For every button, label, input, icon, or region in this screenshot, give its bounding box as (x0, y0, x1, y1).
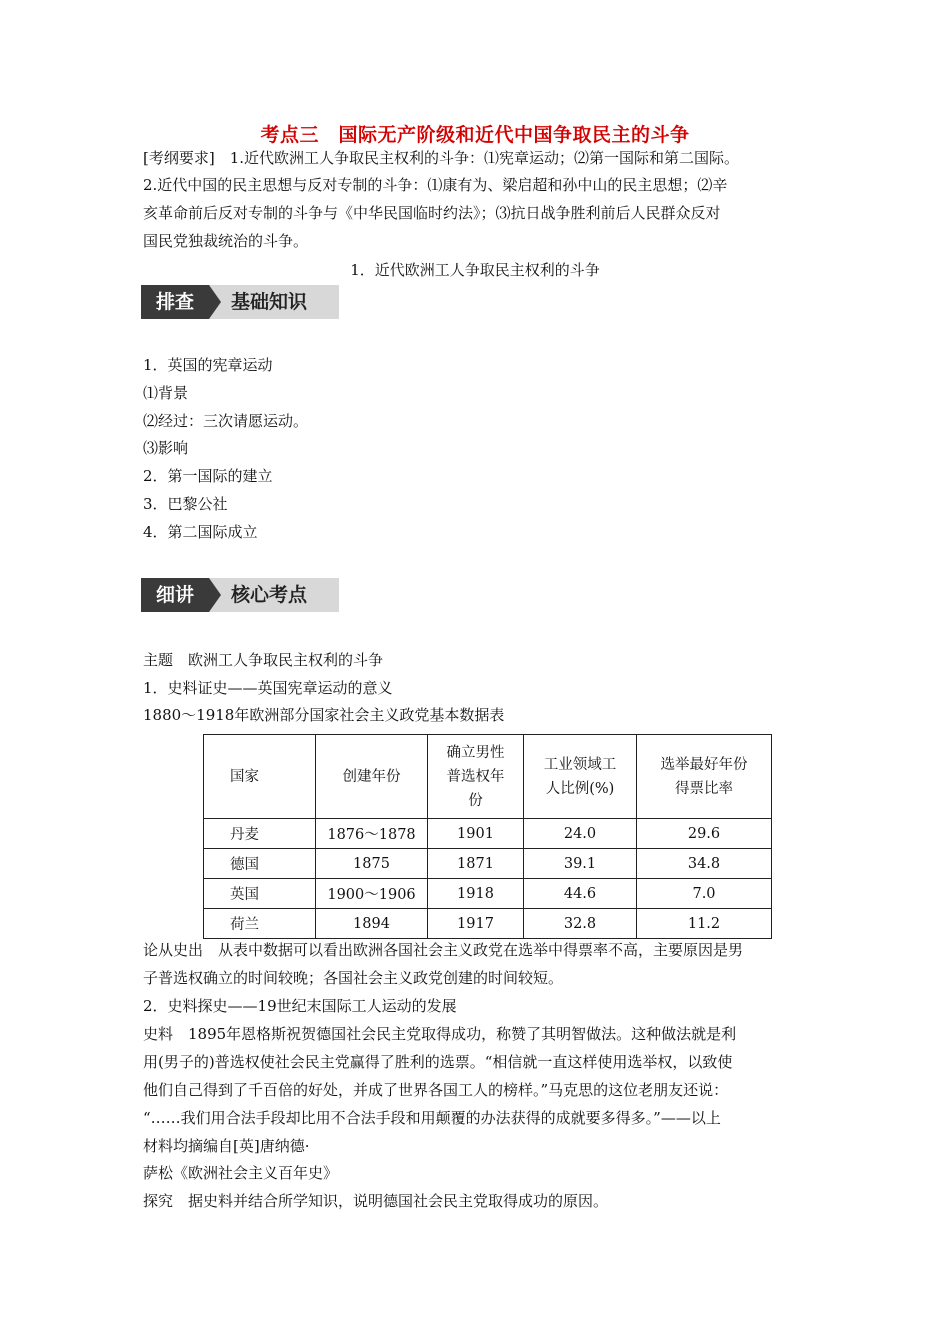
syllabus-line-1: [考纲要求] 1.近代欧洲工人争取民主权利的斗争：⑴宪章运动；⑵第一国际和第二国际。 (143, 149, 740, 167)
data-table (203, 734, 772, 939)
syllabus-line-4: 国民党独裁统治的斗争。 (143, 232, 309, 250)
table-row (204, 849, 772, 879)
table-cell: 1901 (428, 819, 524, 849)
table-cell: 1875 (316, 849, 428, 879)
list-item: 3．巴黎公社 (143, 495, 228, 513)
list-item: 1．英国的宪章运动 (143, 356, 273, 374)
table-cell: 1871 (428, 849, 524, 879)
conclusion-line-2: 子普选权确立的时间较晚；各国社会主义政党创建的时间较短。 (143, 969, 564, 987)
table-row (204, 879, 772, 909)
topic-line: 主题 欧洲工人争取民主权利的斗争 (143, 651, 384, 669)
source-line-6: 萨松《欧洲社会主义百年史》 (143, 1164, 339, 1182)
syllabus-line-3: 亥革命前后反对专制的斗争与《中华民国临时约法》；⑶抗日战争胜利前后人民群众反对 (143, 204, 721, 222)
conclusion-line-1: 论从史出 从表中数据可以看出欧洲各国社会主义政党在选举中得票率不高，主要原因是男 (143, 941, 744, 959)
arrow-right-icon (209, 578, 221, 612)
inquiry-line: 探究 据史料并结合所学知识，说明德国社会民主党取得成功的原因。 (143, 1192, 609, 1210)
list-item: ⑴背景 (143, 384, 189, 402)
list-item: ⑵经过：三次请愿运动。 (143, 412, 309, 430)
list-item: ⑶影响 (143, 439, 189, 457)
table-cell: 11.2 (637, 909, 772, 939)
table-header-cell: 选举最好年份 得票比率 (637, 735, 772, 819)
table-row (204, 819, 772, 849)
source-line-3: 他们自己得到了千百倍的好处，并成了世界各国工人的榜样。”马克思的这位老朋友还说： (143, 1081, 729, 1099)
banner-tag: 排查 (141, 285, 209, 319)
table-header-row (204, 735, 772, 819)
table-cell: 44.6 (524, 879, 637, 909)
syllabus-line-2: 2.近代中国的民主思想与反对专制的斗争：⑴康有为、梁启超和孙中山的民主思想；⑵辛 (143, 176, 728, 194)
table-header-cell: 确立男性 普选权年 份 (428, 735, 524, 819)
table-cell: 德国 (204, 849, 316, 879)
table-cell: 32.8 (524, 909, 637, 939)
table-cell: 荷兰 (204, 909, 316, 939)
table-row (204, 909, 772, 939)
source-line-1: 史料 1895年恩格斯祝贺德国社会民主党取得成功，称赞了其明智做法。这种做法就是利 (143, 1025, 737, 1043)
list-item: 2．第一国际的建立 (143, 467, 273, 485)
table-header-cell: 工业领域工 人比例(%) (524, 735, 637, 819)
source-line-2: 用(男子的)普选权使社会民主党赢得了胜利的选票。“相信就一直这样使用选举权，以致使 (143, 1053, 733, 1071)
page-title: 考点三 国际无产阶级和近代中国争取民主的斗争 (260, 124, 690, 146)
table-cell: 24.0 (524, 819, 637, 849)
banner-tag: 细讲 (141, 578, 209, 612)
table-cell: 39.1 (524, 849, 637, 879)
banner-label: 核心考点 (231, 584, 308, 606)
arrow-right-icon (209, 285, 221, 319)
section-heading: 1．近代欧洲工人争取民主权利的斗争 (350, 261, 600, 279)
banner-core-points (141, 578, 339, 612)
table-cell: 丹麦 (204, 819, 316, 849)
table-cell: 1917 (428, 909, 524, 939)
source-line-4: “……我们用合法手段却比用不合法手段和用颠覆的办法获得的成就要多得多。”——以上 (143, 1109, 721, 1127)
banner-label: 基础知识 (231, 291, 308, 313)
source-line-5: 材料均摘编自[英]唐纳德· (143, 1137, 310, 1155)
banner-basic-knowledge (141, 285, 339, 319)
table-cell: 1894 (316, 909, 428, 939)
table-cell: 29.6 (637, 819, 772, 849)
table-cell: 英国 (204, 879, 316, 909)
table-cell: 34.8 (637, 849, 772, 879)
table-caption: 1880～1918年欧洲部分国家社会主义政党基本数据表 (143, 706, 505, 724)
list-item: 4．第二国际成立 (143, 523, 258, 541)
table-cell: 1918 (428, 879, 524, 909)
table-cell: 1900～1906 (316, 879, 428, 909)
item-heading-1: 1．史料证史——英国宪章运动的意义 (143, 679, 393, 697)
table-header-cell: 国家 (204, 735, 316, 819)
table-cell: 7.0 (637, 879, 772, 909)
table-header-cell: 创建年份 (316, 735, 428, 819)
item-heading-2: 2．史料探史——19世纪末国际工人运动的发展 (143, 997, 457, 1015)
table-cell: 1876～1878 (316, 819, 428, 849)
